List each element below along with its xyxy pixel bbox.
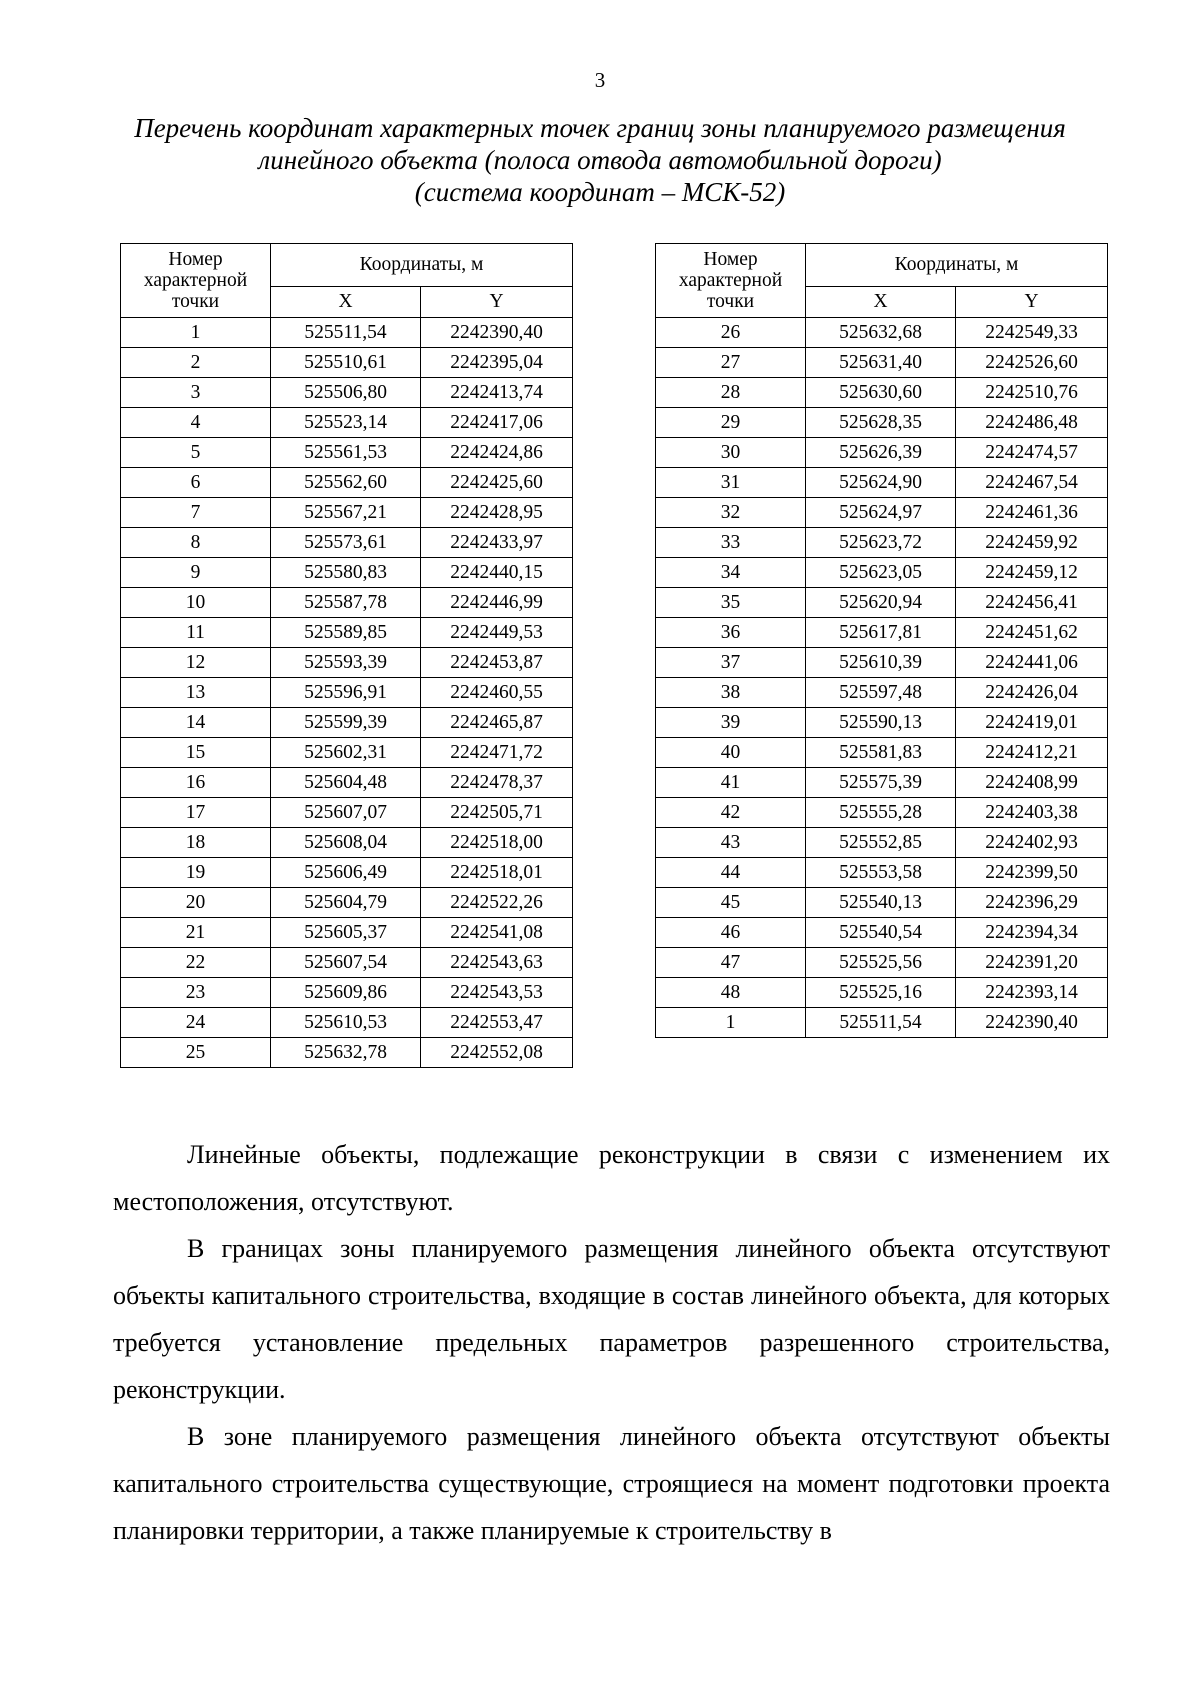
table-row (656, 438, 1108, 468)
cell-x: 525604,79 (271, 888, 421, 918)
table-row (121, 738, 573, 768)
cell-y: 2242412,21 (956, 738, 1108, 768)
cell-y: 2242526,60 (956, 348, 1108, 378)
cell-point-number: 23 (121, 978, 271, 1008)
cell-x: 525626,39 (806, 438, 956, 468)
cell-point-number: 2 (121, 348, 271, 378)
table-row (656, 798, 1108, 828)
title-line-1: Перечень координат характерных точек границ зоны планируемого размещения (134, 113, 1066, 143)
cell-y: 2242505,71 (421, 798, 573, 828)
table-row (121, 408, 573, 438)
cell-point-number: 9 (121, 558, 271, 588)
cell-point-number: 41 (656, 768, 806, 798)
cell-point-number: 34 (656, 558, 806, 588)
cell-x: 525620,94 (806, 588, 956, 618)
cell-x: 525555,28 (806, 798, 956, 828)
cell-point-number: 4 (121, 408, 271, 438)
table-row (656, 918, 1108, 948)
cell-point-number: 1 (656, 1008, 806, 1038)
table-row (121, 588, 573, 618)
table-row (656, 978, 1108, 1008)
page-number: 3 (594, 68, 606, 92)
table-row (121, 888, 573, 918)
cell-point-number: 47 (656, 948, 806, 978)
cell-point-number: 45 (656, 888, 806, 918)
cell-y: 2242395,04 (421, 348, 573, 378)
cell-point-number: 13 (121, 678, 271, 708)
cell-x: 525525,16 (806, 978, 956, 1008)
table-row (121, 708, 573, 738)
cell-x: 525506,80 (271, 378, 421, 408)
header-x: X (806, 287, 956, 318)
cell-y: 2242441,06 (956, 648, 1108, 678)
cell-y: 2242543,63 (421, 948, 573, 978)
cell-point-number: 6 (121, 468, 271, 498)
table-row (121, 798, 573, 828)
cell-point-number: 37 (656, 648, 806, 678)
cell-x: 525605,37 (271, 918, 421, 948)
table-row (121, 978, 573, 1008)
cell-x: 525561,53 (271, 438, 421, 468)
title-line-3: (система координат – МСК-52) (414, 177, 786, 207)
table-row (656, 828, 1108, 858)
cell-x: 525631,40 (806, 348, 956, 378)
cell-x: 525562,60 (271, 468, 421, 498)
cell-y: 2242486,48 (956, 408, 1108, 438)
cell-y: 2242396,29 (956, 888, 1108, 918)
table-row (656, 468, 1108, 498)
cell-x: 525624,97 (806, 498, 956, 528)
cell-point-number: 22 (121, 948, 271, 978)
cell-point-number: 24 (121, 1008, 271, 1038)
cell-y: 2242461,36 (956, 498, 1108, 528)
cell-y: 2242440,15 (421, 558, 573, 588)
cell-x: 525610,53 (271, 1008, 421, 1038)
cell-x: 525597,48 (806, 678, 956, 708)
cell-y: 2242417,06 (421, 408, 573, 438)
cell-y: 2242541,08 (421, 918, 573, 948)
cell-x: 525590,13 (806, 708, 956, 738)
header-coordinates: Координаты, м (271, 244, 573, 287)
cell-x: 525510,61 (271, 348, 421, 378)
body-text (113, 1131, 1110, 1554)
cell-y: 2242474,57 (956, 438, 1108, 468)
cell-x: 525587,78 (271, 588, 421, 618)
cell-point-number: 30 (656, 438, 806, 468)
cell-x: 525632,68 (806, 318, 956, 348)
table-row (656, 708, 1108, 738)
coordinates-table-left (120, 243, 573, 1068)
cell-y: 2242446,99 (421, 588, 573, 618)
cell-y: 2242553,47 (421, 1008, 573, 1038)
header-y: Y (956, 287, 1108, 318)
table-row (121, 378, 573, 408)
cell-y: 2242413,74 (421, 378, 573, 408)
table-row (656, 1008, 1108, 1038)
cell-x: 525632,78 (271, 1038, 421, 1068)
cell-y: 2242408,99 (956, 768, 1108, 798)
table-row (121, 498, 573, 528)
table-row (656, 618, 1108, 648)
cell-x: 525623,05 (806, 558, 956, 588)
cell-point-number: 3 (121, 378, 271, 408)
cell-x: 525608,04 (271, 828, 421, 858)
table-row (656, 648, 1108, 678)
cell-y: 2242424,86 (421, 438, 573, 468)
cell-x: 525589,85 (271, 618, 421, 648)
cell-point-number: 14 (121, 708, 271, 738)
cell-x: 525552,85 (806, 828, 956, 858)
cell-point-number: 28 (656, 378, 806, 408)
cell-y: 2242425,60 (421, 468, 573, 498)
cell-y: 2242518,00 (421, 828, 573, 858)
table-row (656, 738, 1108, 768)
cell-x: 525599,39 (271, 708, 421, 738)
cell-x: 525604,48 (271, 768, 421, 798)
cell-point-number: 12 (121, 648, 271, 678)
table-row (121, 618, 573, 648)
cell-y: 2242428,95 (421, 498, 573, 528)
coordinates-table-right (655, 243, 1108, 1038)
cell-y: 2242391,20 (956, 948, 1108, 978)
cell-x: 525511,54 (271, 318, 421, 348)
cell-x: 525580,83 (271, 558, 421, 588)
cell-x: 525511,54 (806, 1008, 956, 1038)
cell-y: 2242522,26 (421, 888, 573, 918)
header-coordinates: Координаты, м (806, 244, 1108, 287)
paragraph-1: Линейные объекты, подлежащие реконструкции в связи с изменением их местоположения, отсутствуют. (113, 1140, 1110, 1216)
cell-y: 2242549,33 (956, 318, 1108, 348)
document-title (60, 112, 1140, 208)
cell-x: 525573,61 (271, 528, 421, 558)
cell-x: 525575,39 (806, 768, 956, 798)
cell-y: 2242433,97 (421, 528, 573, 558)
table-row (121, 528, 573, 558)
table-row (121, 768, 573, 798)
cell-point-number: 46 (656, 918, 806, 948)
cell-x: 525628,35 (806, 408, 956, 438)
table-row (121, 1008, 573, 1038)
cell-y: 2242402,93 (956, 828, 1108, 858)
cell-y: 2242456,41 (956, 588, 1108, 618)
cell-x: 525553,58 (806, 858, 956, 888)
cell-y: 2242390,40 (956, 1008, 1108, 1038)
cell-y: 2242390,40 (421, 318, 573, 348)
header-y: Y (421, 287, 573, 318)
title-line-2: линейного объекта (полоса отвода автомобильной дороги) (258, 145, 942, 175)
table-row (656, 318, 1108, 348)
cell-y: 2242399,50 (956, 858, 1108, 888)
cell-y: 2242459,92 (956, 528, 1108, 558)
cell-x: 525602,31 (271, 738, 421, 768)
cell-point-number: 11 (121, 618, 271, 648)
cell-y: 2242478,37 (421, 768, 573, 798)
table-row (121, 918, 573, 948)
cell-x: 525581,83 (806, 738, 956, 768)
cell-point-number: 20 (121, 888, 271, 918)
cell-x: 525610,39 (806, 648, 956, 678)
cell-point-number: 40 (656, 738, 806, 768)
cell-y: 2242467,54 (956, 468, 1108, 498)
cell-point-number: 15 (121, 738, 271, 768)
header-x: X (271, 287, 421, 318)
cell-y: 2242459,12 (956, 558, 1108, 588)
table-row (656, 948, 1108, 978)
cell-point-number: 25 (121, 1038, 271, 1068)
cell-y: 2242543,53 (421, 978, 573, 1008)
table-row (121, 348, 573, 378)
table-row (656, 408, 1108, 438)
table-row (656, 888, 1108, 918)
cell-x: 525623,72 (806, 528, 956, 558)
cell-point-number: 19 (121, 858, 271, 888)
table-row (121, 828, 573, 858)
cell-point-number: 7 (121, 498, 271, 528)
cell-x: 525624,90 (806, 468, 956, 498)
table-row (656, 588, 1108, 618)
table-row (656, 378, 1108, 408)
cell-point-number: 33 (656, 528, 806, 558)
paragraph-2: В границах зоны планируемого размещения линейного объекта отсутствуют объекты капитального строительства, входящие в состав линейного объекта, для которых требуется установление предельных параметров разрешенного строительства, реконструкции. (113, 1234, 1110, 1404)
table-row (656, 678, 1108, 708)
cell-x: 525567,21 (271, 498, 421, 528)
cell-x: 525593,39 (271, 648, 421, 678)
header-point-number: Номер характерной точки (656, 244, 806, 318)
cell-point-number: 48 (656, 978, 806, 1008)
header-point-number: Номер характерной точки (121, 244, 271, 318)
cell-point-number: 42 (656, 798, 806, 828)
table-row (121, 468, 573, 498)
cell-point-number: 35 (656, 588, 806, 618)
cell-y: 2242394,34 (956, 918, 1108, 948)
table-row (656, 498, 1108, 528)
cell-y: 2242449,53 (421, 618, 573, 648)
cell-y: 2242451,62 (956, 618, 1108, 648)
cell-point-number: 43 (656, 828, 806, 858)
table-row (121, 1038, 573, 1068)
cell-x: 525606,49 (271, 858, 421, 888)
cell-y: 2242403,38 (956, 798, 1108, 828)
cell-y: 2242471,72 (421, 738, 573, 768)
cell-y: 2242453,87 (421, 648, 573, 678)
table-row (656, 768, 1108, 798)
cell-point-number: 16 (121, 768, 271, 798)
cell-point-number: 44 (656, 858, 806, 888)
cell-point-number: 31 (656, 468, 806, 498)
cell-point-number: 1 (121, 318, 271, 348)
cell-y: 2242510,76 (956, 378, 1108, 408)
cell-x: 525630,60 (806, 378, 956, 408)
cell-x: 525607,07 (271, 798, 421, 828)
cell-point-number: 39 (656, 708, 806, 738)
cell-y: 2242419,01 (956, 708, 1108, 738)
table-row (121, 678, 573, 708)
table-row (121, 438, 573, 468)
cell-x: 525540,13 (806, 888, 956, 918)
cell-x: 525525,56 (806, 948, 956, 978)
cell-y: 2242393,14 (956, 978, 1108, 1008)
cell-y: 2242465,87 (421, 708, 573, 738)
cell-y: 2242426,04 (956, 678, 1108, 708)
cell-x: 525607,54 (271, 948, 421, 978)
cell-point-number: 5 (121, 438, 271, 468)
cell-point-number: 18 (121, 828, 271, 858)
cell-y: 2242552,08 (421, 1038, 573, 1068)
cell-point-number: 29 (656, 408, 806, 438)
cell-point-number: 27 (656, 348, 806, 378)
cell-point-number: 36 (656, 618, 806, 648)
table-row (656, 348, 1108, 378)
cell-x: 525596,91 (271, 678, 421, 708)
cell-point-number: 10 (121, 588, 271, 618)
cell-x: 525523,14 (271, 408, 421, 438)
table-row (656, 858, 1108, 888)
cell-point-number: 32 (656, 498, 806, 528)
paragraph-3: В зоне планируемого размещения линейного объекта отсутствуют объекты капитального строительства существующие, строящиеся на момент подготовки проекта планировки территории, а также планируемые к строительству в (113, 1422, 1110, 1545)
cell-point-number: 38 (656, 678, 806, 708)
cell-point-number: 17 (121, 798, 271, 828)
table-row (121, 858, 573, 888)
cell-y: 2242518,01 (421, 858, 573, 888)
table-row (121, 318, 573, 348)
cell-y: 2242460,55 (421, 678, 573, 708)
cell-point-number: 21 (121, 918, 271, 948)
table-row (656, 558, 1108, 588)
table-row (656, 528, 1108, 558)
cell-point-number: 8 (121, 528, 271, 558)
cell-x: 525609,86 (271, 978, 421, 1008)
cell-x: 525617,81 (806, 618, 956, 648)
cell-x: 525540,54 (806, 918, 956, 948)
table-row (121, 558, 573, 588)
cell-point-number: 26 (656, 318, 806, 348)
table-row (121, 648, 573, 678)
table-row (121, 948, 573, 978)
